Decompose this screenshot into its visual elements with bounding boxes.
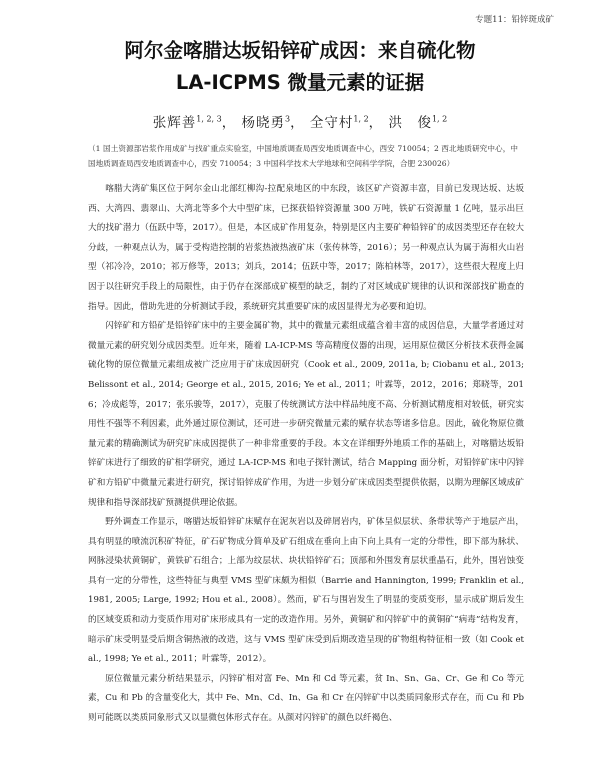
- paragraph: 闪锌矿和方铅矿是铅锌矿床中的主要金属矿物，其中的微量元素组成蕴含着丰富的成因信息，大量学者通过对微量元素的研究划分成因类型。近年来，随着 LA-ICP-MS 等高精度仪器的出现，运用原位微区分析技术获得金属硫化物的原位微量元素组成被广泛应用于矿床成因研究（Cook et al., 2009, 2011a, b; Ciobanu et al., 2013; Belissont et al., 2014; George et al., 2015, 2016; Ye et al., 2011；叶霖等，2012，2016；郑晓等，2016；冷成彪等，2017；张乐骏等，2017），克服了传统测试方法中样品纯度不高、分析测试精度相对较低，研究实用性不强等不利因素，此外通过原位测试，还可进一步研究微量元素的赋存状态等诸多信息。因此，硫化物原位微量元素的精确测试为研究矿床成因提供了一种非常重要的手段。本文在详细野外地质工作的基础上，对喀腊达坂铅锌矿床进行了细致的矿相学研究，通过 LA-ICP-MS 和电子探针测试，结合 Mapping 面分析，对铅锌矿床中闪锌矿和方铅矿中微量元素进行研究，探讨铅锌成矿作用，为进一步划分矿床成因类型提供依据，以期为理解区域成矿规律和指导深部找矿预测提供理论依据。: [88, 321, 524, 508]
- author-name: 全守村: [309, 115, 354, 131]
- paragraph: 野外调查工作显示，喀腊达坂铅锌矿床赋存在泥灰岩以及碎屑岩内，矿体呈似层状、条带状等产于地层产出，具有明显的喷流沉积矿特征，矿石矿物成分简单及矿石组成在垂向上由下向上具有一定的分带性，即下部为脉状、网脉浸染状黄铜矿，黄铁矿石组合；上部为纹层状、块状铅锌矿石；顶部和外围发育层状重晶石，此外，围岩蚀变具有一定的分带性，这些特征与典型 VMS 型矿床颇为相似（Barrie and Hannington, 1999; Franklin et al., 1981, 2005; Large, 1992; Hou et al., 2008）。然而，矿石与围岩发生了明显的变质变形，显示成矿期后发生的区域变质和动力变质作用对矿床形成具有一定的改造作用。另外，黄铜矿和闪锌矿中的黄铜矿“病毒”结构发育，暗示矿床受明显受后期含铜热液的改造，这与 VMS 型矿床受到后期改造呈现的矿物组构特征相一致（如 Cook et al., 1998; Ye et al., 2011；叶霖等，2012）。: [88, 517, 524, 665]
- paragraph: 喀腊大湾矿集区位于阿尔金山北部红柳沟-拉配泉地区的中东段，该区矿产资源丰富，目前已发现达坂、达坂西、大湾四、翡翠山、大湾北等多个大中型矿床，已探获铅锌资源量 300 万吨，铁矿石资源量 1 亿吨，显示出巨大的找矿潜力（伍跃中等，2017）。但是，本区成矿作用复杂，特别是区内主要矿种铅锌矿的成因类型还存在较大分歧，一种观点认为，属于受构造控制的岩浆热液热液矿床（张传林等，2016）；另一种观点认为属于海相火山岩型（祁冷冷，2010；祁万修等，2013；刘兵，2014；伍跃中等，2017；陈柏林等，2017），这些很大程度上归因于以往研究手段上的局限性，由于仍存在深部成矿模型的缺乏，制约了对区域成矿规律的认识和深部找矿勘查的指导。因此，借助先进的分析测试手段，系统研究其重要矿床的成因显得尤为必要和迫切。: [88, 184, 524, 312]
- author-affil-sup: 1, 2: [431, 114, 448, 124]
- author-name: 张辉善: [152, 115, 197, 131]
- author-name: 杨晓勇: [241, 115, 286, 131]
- paper-title-line2: LA-ICPMS 微量元素的证据: [175, 71, 425, 94]
- affiliation: （1 国土资源部岩浆作用成矿与找矿重点实验室，中国地质调查局西安地质调查中心，西安 710054；2 西北地质研究中心，中国地质调查局西安地质调查中心，西安 710054；3 中国科学技术大学地球和空间科学学院，合肥 230026）: [88, 144, 518, 168]
- paragraph: 原位微量元素分析结果显示，闪锌矿相对富 Fe、Mn 和 Cd 等元素，贫 In、Sn、Ga、Cr、Ge 和 Co 等元素，Cu 和 Pb 的含量变化大，其中 Fe、Mn、Cd、In、Ga 和 Cr 在闪锌矿中以类质同象形式存在，而 Cu 和 Pb 则可能既以类质同象形式又以显微包体形式存在。从颜对闪锌矿的颜色以纤褐色、: [88, 673, 524, 724]
- running-head: 专题11：铅锌斑成矿: [475, 15, 554, 25]
- author-list: 张辉善$^{1, 2, 3}$， 杨晓勇$^3$， 全守村$^{1, 2}$， 洪 俊$^{1, 2}$: [152, 114, 448, 131]
- author-affil-sup: 3: [285, 114, 291, 124]
- body-text: [88, 180, 524, 729]
- author-affil-sup: 1, 2, 3: [196, 114, 222, 124]
- author-affil-sup: 1, 2: [353, 114, 369, 124]
- paper-title-line1: 阿尔金喀腊达坂铅锌矿成因：来自硫化物: [124, 39, 476, 62]
- author-name: 洪 俊: [388, 115, 432, 131]
